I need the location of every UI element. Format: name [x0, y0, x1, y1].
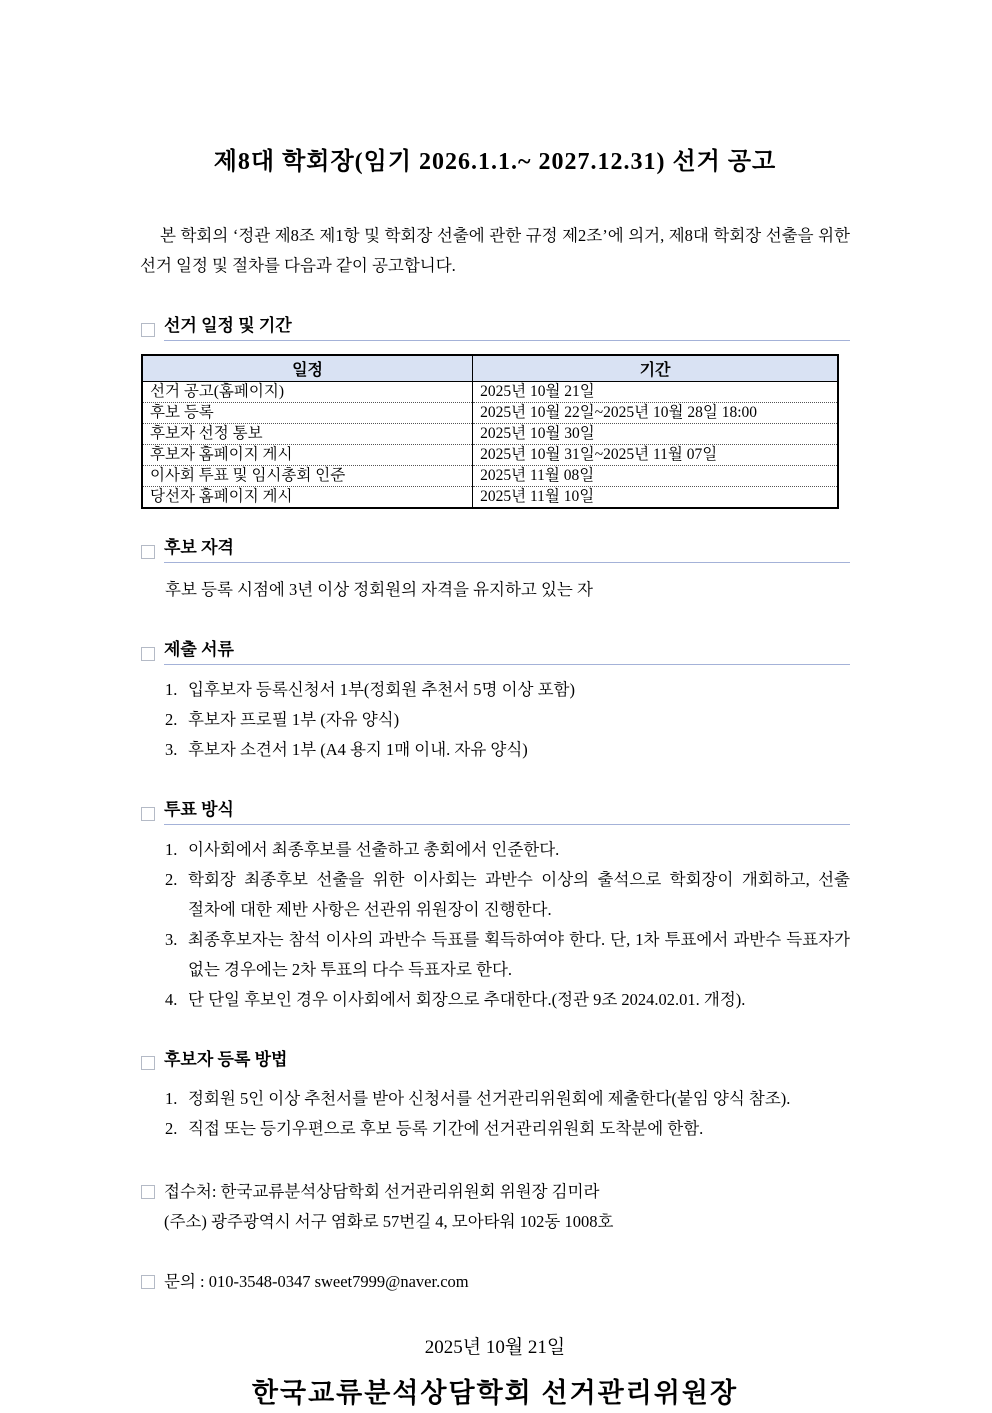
list-item-number: 2. [165, 710, 178, 729]
reception-line1: 접수처: 한국교류분석상담학회 선거관리위원회 위원장 김미라 [164, 1182, 600, 1201]
section-title: 선거 일정 및 기간 [164, 314, 850, 341]
intro-paragraph: 본 학회의 ‘정관 제8조 제1항 및 학회장 선출에 관한 규정 제2조’에 의거, 제8대 학회장 선출을 위한 선거 일정 및 절차를 다음과 같이 공고합니다. [140, 226, 850, 275]
list-item-text: 후보자 프로필 1부 (자유 양식) [188, 710, 400, 729]
checkbox-icon [141, 1056, 155, 1070]
table-row [142, 382, 838, 403]
table-cell-period: 2025년 11월 08일 [473, 466, 838, 487]
list-item-text: 직접 또는 등기우편으로 후보 등록 기간에 선거관리위원회 도착분에 한함. [188, 1119, 704, 1138]
checkbox-icon [141, 647, 155, 661]
contact-line: 문의 : 010-3548-0347 sweet7999@naver.com [164, 1272, 469, 1291]
table-header-period: 기간 [473, 355, 838, 382]
section-voting-heading [140, 798, 850, 825]
table-cell-period: 2025년 11월 10일 [473, 487, 838, 509]
section-title: 후보자 등록 방법 [164, 1050, 288, 1069]
list-item [165, 985, 850, 1015]
list-item-number: 3. [165, 930, 178, 949]
list-item-text: 후보자 소견서 1부 (A4 용지 1매 이내. 자유 양식) [188, 740, 528, 759]
checkbox-icon [141, 1275, 155, 1289]
table-cell-schedule: 후보자 선정 통보 [142, 424, 473, 445]
table-cell-period: 2025년 10월 31일~2025년 11월 07일 [473, 445, 838, 466]
list-item-number: 1. [165, 840, 178, 859]
page-title: 제8대 학회장(임기 2026.1.1.~ 2027.12.31) 선거 공고 [213, 149, 777, 175]
table-row [142, 487, 838, 509]
document-date: 2025년 10월 21일 [424, 1337, 566, 1358]
checkbox-icon [141, 545, 155, 559]
checkbox-icon [141, 1185, 155, 1199]
reception-line2: (주소) 광주광역시 서구 염화로 57번길 4, 모아타워 102동 1008호 [164, 1212, 614, 1231]
list-item [165, 835, 850, 865]
documents-list [140, 675, 850, 765]
list-item-number: 2. [165, 1119, 178, 1138]
list-item-text: 정회원 5인 이상 추천서를 받아 신청서를 선거관리위원회에 제출한다(붙임 양식 참조). [188, 1089, 791, 1108]
table-cell-schedule: 당선자 홈페이지 게시 [142, 487, 473, 509]
list-item [165, 925, 850, 985]
table-cell-schedule: 후보자 홈페이지 게시 [142, 445, 473, 466]
table-cell-period: 2025년 10월 22일~2025년 10월 28일 18:00 [473, 403, 838, 424]
section-registration-heading [140, 1048, 850, 1074]
checkbox-icon [141, 323, 155, 337]
schedule-table [141, 354, 839, 509]
list-item-number: 3. [165, 740, 178, 759]
contact-block [140, 1267, 850, 1297]
qualification-body: 후보 등록 시점에 3년 이상 정회원의 자격을 유지하고 있는 자 [165, 580, 593, 599]
section-title: 투표 방식 [164, 798, 850, 825]
section-schedule-heading [140, 314, 850, 341]
list-item-text: 입후보자 등록신청서 1부(정회원 추천서 5명 이상 포함) [188, 680, 575, 699]
list-item [165, 865, 850, 925]
section-title: 제출 서류 [164, 638, 850, 665]
table-header-row [142, 355, 838, 382]
list-item [165, 735, 850, 765]
list-item [165, 1114, 850, 1144]
section-qualification-heading [140, 536, 850, 563]
table-header-schedule: 일정 [142, 355, 473, 382]
table-row [142, 466, 838, 487]
table-cell-schedule: 이사회 투표 및 임시총회 인준 [142, 466, 473, 487]
list-item-text: 이사회에서 최종후보를 선출하고 총회에서 인준한다. [188, 840, 560, 859]
reception-text [164, 1177, 850, 1237]
table-row [142, 403, 838, 424]
list-item [165, 1084, 850, 1114]
list-item-text: 최종후보자는 참석 이사의 과반수 득표를 획득하여야 한다. 단, 1차 투표에서 과반수 득표자가 없는 경우에는 2차 투표의 다수 득표자로 한다. [188, 930, 850, 979]
reception-block [140, 1177, 850, 1237]
section-documents-heading [140, 638, 850, 665]
schedule-table-body [142, 382, 838, 509]
list-item-number: 4. [165, 990, 178, 1009]
table-cell-schedule: 선거 공고(홈페이지) [142, 382, 473, 403]
list-item-text: 학회장 최종후보 선출을 위한 이사회는 과반수 이상의 출석으로 학회장이 개회하고, 선출 절차에 대한 제반 사항은 선관위 위원장이 진행한다. [188, 870, 850, 919]
list-item-text: 단 단일 후보인 경우 이사회에서 회장으로 추대한다.(정관 9조 2024.02.01. 개정). [188, 990, 746, 1009]
document-signature: 한국교류분석상담학회 선거관리위원장 [251, 1378, 739, 1408]
list-item [165, 675, 850, 705]
registration-list [140, 1084, 850, 1144]
table-row [142, 445, 838, 466]
table-cell-period: 2025년 10월 21일 [473, 382, 838, 403]
table-cell-period: 2025년 10월 30일 [473, 424, 838, 445]
table-row [142, 424, 838, 445]
section-title: 후보 자격 [164, 536, 850, 563]
list-item-number: 1. [165, 680, 178, 699]
voting-list [140, 835, 850, 1015]
checkbox-icon [141, 807, 155, 821]
list-item [165, 705, 850, 735]
list-item-number: 2. [165, 870, 178, 889]
table-cell-schedule: 후보 등록 [142, 403, 473, 424]
list-item-number: 1. [165, 1089, 178, 1108]
